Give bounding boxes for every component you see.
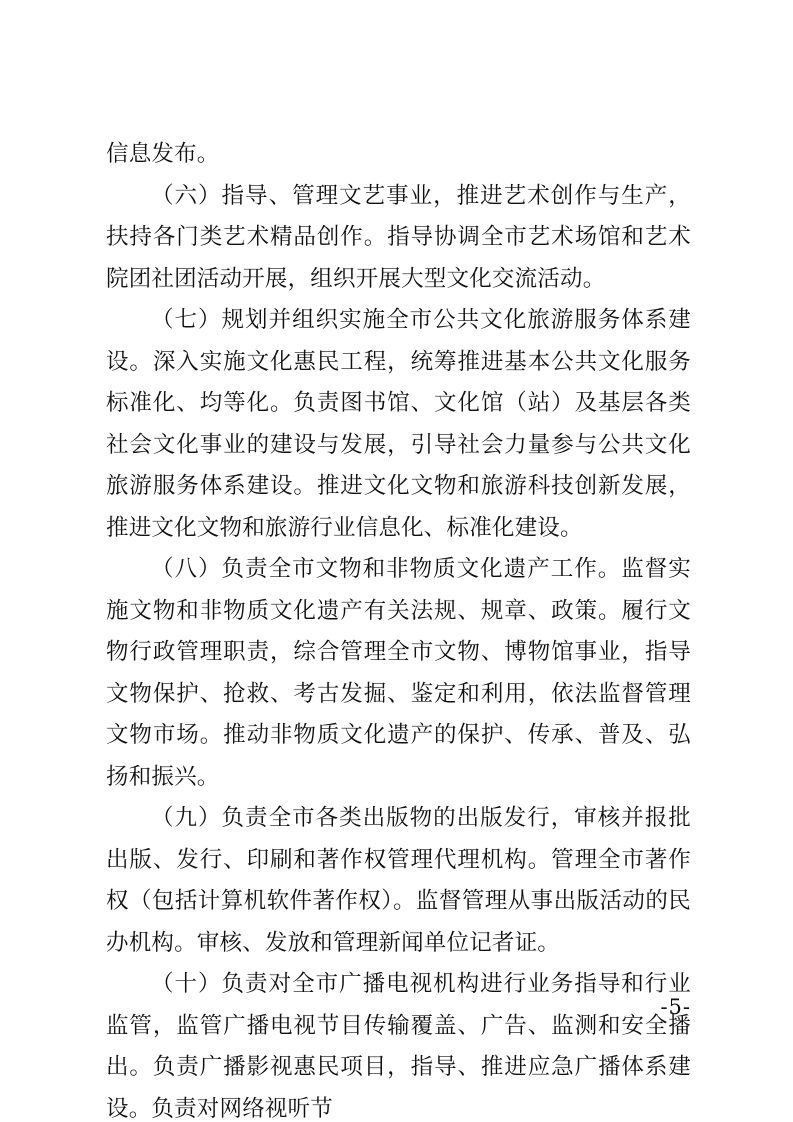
- paragraph-item-10: （十）负责对全市广播电视机构进行业务指导和行业监管，监管广播电视节目传输覆盖、广告、监测和安全播出。负责广播影视惠民项目，指导、推进应急广播体系建设。负责对网络视听节: [106, 971, 691, 1122]
- page-number: -5-: [660, 995, 691, 1019]
- paragraph-item-8: （八）负责全市文物和非物质文化遗产工作。监督实施文物和非物质文化遗产有关法规、规章、政策。履行文物行政管理职责，综合管理全市文物、博物馆事业，指导文物保护、抢救、考古发掘、鉴定和利用，依法监督管理文物市场。推动非物质文化遗产的保护、传承、普及、弘扬和振兴。: [106, 556, 691, 790]
- paragraph-item-9: （九）负责全市各类出版物的出版发行，审核并报批出版、发行、印刷和著作权管理代理机构。管理全市著作权（包括计算机软件著作权）。监督管理从事出版活动的民办机构。审核、发放和管理新闻单位记者证。: [106, 805, 691, 956]
- paragraph-item-6: （六）指导、管理文艺事业，推进艺术创作与生产，扶持各门类艺术精品创作。指导协调全市艺术场馆和艺术院团社团活动开展，组织开展大型文化交流活动。: [106, 182, 691, 292]
- paragraph-item-7: （七）规划并组织实施全市公共文化旅游服务体系建设。深入实施文化惠民工程，统筹推进基本公共文化服务标准化、均等化。负责图书馆、文化馆（站）及基层各类社会文化事业的建设与发展，引导社会力量参与公共文化旅游服务体系建设。推进文化文物和旅游科技创新发展，推进文化文物和旅游行业信息化、标准化建设。: [106, 307, 691, 541]
- document-body: [106, 134, 691, 1122]
- paragraph-continuation: 信息发布。: [106, 141, 220, 167]
